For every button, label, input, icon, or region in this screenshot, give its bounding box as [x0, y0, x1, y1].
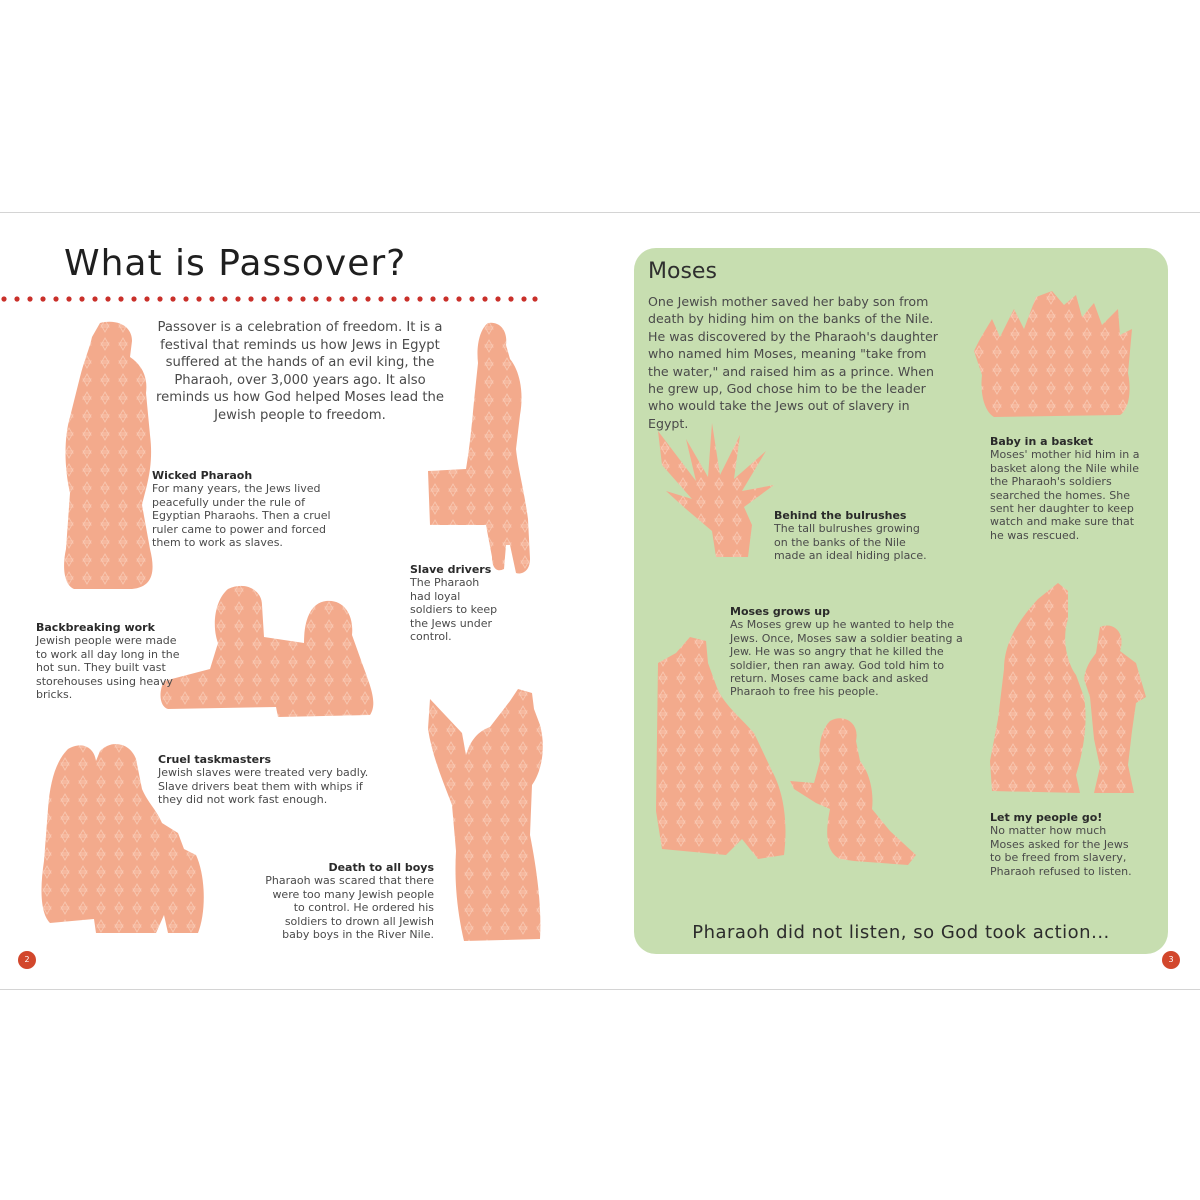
page-number-left: 2: [18, 951, 36, 969]
caption-let-my-people-go: Let my people go! No matter how much Moses asked for the Jews to be freed from slavery, Pharaoh refused to listen.: [990, 811, 1132, 878]
caption-baby-in-a-basket: Baby in a basket Moses' mother hid him in a basket along the Nile while the Pharaoh's soldiers searched the homes. She sent her daughter to keep watch and make sure that he was rescued.: [990, 435, 1140, 542]
caption-death-to-all-boys: Death to all boys Pharaoh was scared that there were too many Jewish people to control. He ordered his soldiers to drown all Jewish baby boys in the River Nile.: [265, 861, 434, 942]
bulrushes-sticker[interactable]: [656, 421, 776, 559]
caption-backbreaking-work: Backbreaking work Jewish people were made to work all day long in the hot sun. They built vast storehouses using heavy bricks.: [36, 621, 180, 702]
caption-behind-the-bulrushes: Behind the bulrushes The tall bulrushes growing on the banks of the Nile made an ideal hiding place.: [774, 509, 927, 563]
panel-footer-text: Pharaoh did not listen, so God took action...: [692, 922, 1110, 943]
caption-moses-grows-up: Moses grows up As Moses grew up he wanted to help the Jews. Once, Moses saw a soldier beating a Jew. He was so angry that he killed the soldier, then ran away. God told him to return. Moses came back and asked Pharaoh to free his people.: [730, 605, 963, 699]
slave-driver-sticker[interactable]: [426, 319, 546, 579]
brick-workers-sticker[interactable]: [158, 581, 384, 721]
pharaoh-sticker[interactable]: [60, 317, 160, 589]
book-spread: [0, 212, 1200, 990]
moses-intro-text: One Jewish mother saved her baby son from death by hiding him on the banks of the Nile. He was discovered by the Pharaoh's daughter who named him Moses, meaning "take from the water," and raised him as a prince. When he grew up, God chose him to be the leader who would take the Jews out of slavery in Egypt.: [648, 294, 938, 431]
dotted-divider: [0, 295, 540, 303]
caption-slave-drivers: Slave drivers The Pharaoh had loyal soldiers to keep the Jews under control.: [410, 563, 498, 644]
caption-wicked-pharaoh: Wicked Pharaoh For many years, the Jews lived peacefully under the rule of Egyptian Pharaohs. Then a cruel ruler came to power and forced them to work as slaves.: [152, 469, 331, 550]
moses-and-aaron-sticker[interactable]: [986, 579, 1152, 799]
caption-cruel-taskmasters: Cruel taskmasters Jewish slaves were treated very badly. Slave drivers beat them with whips if they did not work fast enough.: [158, 753, 369, 807]
basket-sticker[interactable]: [970, 289, 1134, 419]
soldier-sticker[interactable]: [424, 685, 548, 943]
intro-text: Passover is a celebration of freedom. It is a festival that reminds us how Jews in Egypt suffered at the hands of an evil king, the Pharaoh, over 3,000 years ago. It also reminds us how God helped Moses lead the Jewish people to freedom.: [156, 320, 444, 423]
moses-heading: Moses: [648, 259, 717, 284]
page-title: What is Passover?: [64, 243, 407, 284]
page-number-right: 3: [1162, 951, 1180, 969]
